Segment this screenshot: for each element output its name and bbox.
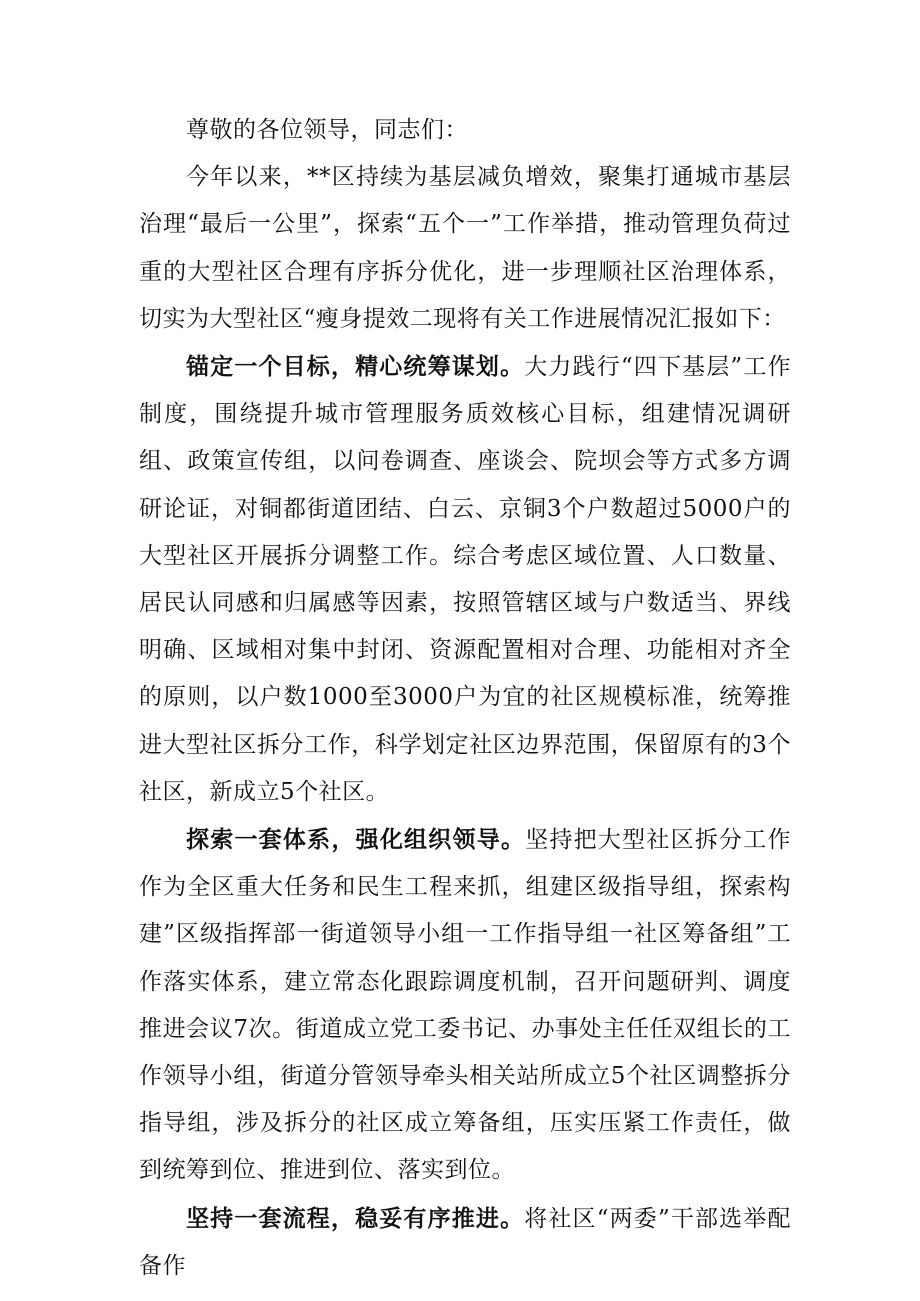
section-paragraph-goal bbox=[139, 343, 791, 816]
section-paragraph-process bbox=[139, 1195, 791, 1290]
section-heading-goal: 锚定一个目标，精心统筹谋划。 bbox=[186, 353, 525, 381]
section-body-goal: 大力践行“四下基层”工作制度，围绕提升城市管理服务质效核心目标，组建情况调研组、政策宣传组，以问卷调查、座谈会、院坝会等方式多方调研论证，对铜都街道团结、白云、京铜3个户数超过5000户的大型社区开展拆分调整工作。综合考虑区域位置、人口数量、居民认同感和归属感等因素，按照管辖区域与户数适当、界线明确、区域相对集中封闭、资源配置相对合理、功能相对齐全的原则，以户数1000至3000户为宜的社区规模标准，统筹推进大型社区拆分工作，科学划定社区边界范围，保留原有的3个社区，新成立5个社区。 bbox=[139, 354, 791, 805]
intro-paragraph: 今年以来，**区持续为基层减负增效，聚集打通城市基层治理“最后一公里”，探索“五个一”工作举措，推动管理负荷过重的大型社区合理有序拆分优化，进一步理顺社区治理体系，切实为大型社区“瘦身提效二现将有关工作进展情况汇报如下： bbox=[139, 164, 791, 332]
salutation: 尊敬的各位领导，同志们： bbox=[186, 117, 468, 143]
section-paragraph-system bbox=[139, 816, 791, 1195]
section-heading-system: 探索一套体系，强化组织领导。 bbox=[186, 826, 526, 854]
section-body-process: 将社区“两委”干部选举配备作 bbox=[139, 1205, 791, 1279]
document-body bbox=[139, 107, 791, 1290]
section-heading-process: 坚持一套流程，稳妥有序推进。 bbox=[186, 1204, 525, 1232]
section-body-system: 坚持把大型社区拆分工作作为全区重大任务和民生工程来抓，组建区级指导组，探索构建”区级指挥部一街道领导小组一工作指导组一社区筹备组”工作落实体系，建立常态化跟踪调度机制，召开问题研判、调度推进会议7次。街道成立党工委书记、办事处主任任双组长的工作领导小组，街道分管领导牵头相关站所成立5个社区调整拆分指导组，涉及拆分的社区成立筹备组，压实压紧工作责任，做到统筹到位、推进到位、落实到位。 bbox=[139, 827, 792, 1184]
